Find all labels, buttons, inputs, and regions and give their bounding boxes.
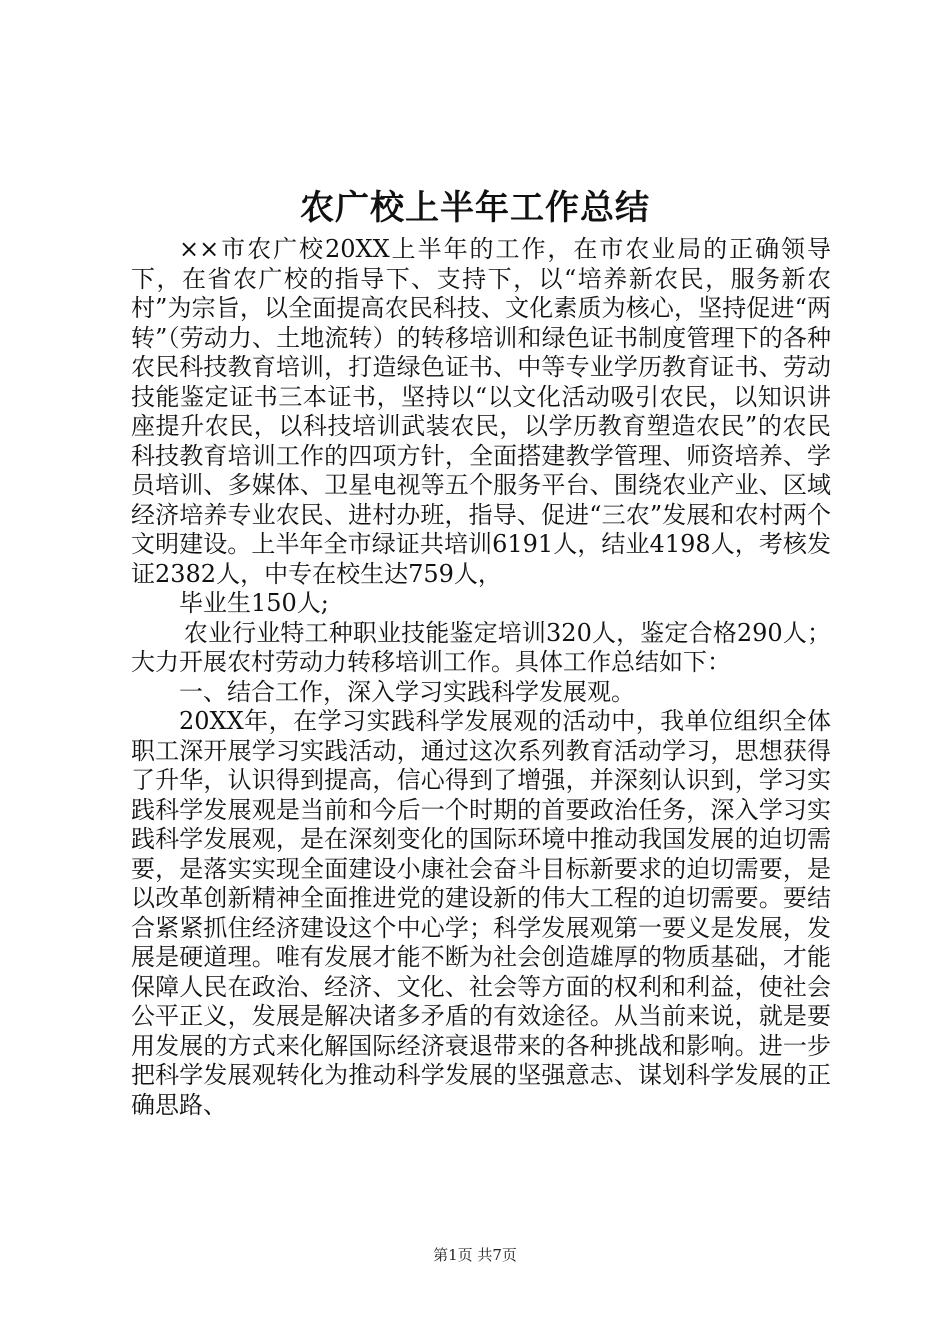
page-footer: 第1页 共7页 xyxy=(433,1246,517,1264)
document-title: 农广校上半年工作总结 xyxy=(300,188,650,228)
paragraph-science-development: 20XX年，在学习实践科学发展观的活动中，我单位组织全体职工深开展学习实践活动，通过这次系列教育活动学习，思想获得了升华，认识得到提高，信心得到了增强，并深刻认识到，学习实践科学发展观是当前和今后一个时期的首要政治任务，深入学习实践科学发展观，是在深刻变化的国际环境中推动我国发展的迫切需要，是落实实现全面建设小康社会奋斗目标新要求的迫切需要，是以改革创新精神全面推进党的建设新的伟大工程的迫切需要。要结合紧紧抓住经济建设这个中心学；科学发展观第一要义是发展，发展是硬道理。唯有发展才能不断为社会创造雄厚的物质基础，才能保障人民在政治、经济、文化、社会等方面的权利和利益，使社会公平正义，发展是解决诸多矛盾的有效途径。从当前来说，就是要用发展的方式来化解国际经济衰退带来的各种挑战和影响。进一步把科学发展观转化为推动科学发展的坚强意志、谋划科学发展的正确思路、 xyxy=(131,707,831,1119)
paragraph-intro: ××市农广校20XX上半年的工作，在市农业局的正确领导下，在省农广校的指导下、支持下，以“培养新农民，服务新农村”为宗旨，以全面提高农民科技、文化素质为核心，坚持促进“两转”（劳动力、土地流转）的转移培训和绿色证书制度管理下的各种农民科技教育培训，打造绿色证书、中等专业学历教育证书、劳动技能鉴定证书三本证书，坚持以“以文化活动吸引农民，以知识讲座提升农民，以科技培训武装农民，以学历教育塑造农民”的农民科技教育培训工作的四项方针，全面搭建教学管理、师资培养、学员培训、多媒体、卫星电视等五个服务平台、围绕农业产业、区域经济培养专业农民、进村办班，指导、促进“三农”发展和农村两个文明建设。上半年全市绿证共培训6191人，结业4198人，考核发证2382人，中专在校生达759人， xyxy=(131,235,831,588)
document-body xyxy=(131,235,831,1120)
section-heading-1: 一、结合工作，深入学习实践科学发展观。 xyxy=(179,677,635,706)
paragraph-graduates: 毕业生150人; xyxy=(179,589,329,617)
paragraph-skills-training: 农业行业特工种职业技能鉴定培训320人，鉴定合格290人；大力开展农村劳动力转移培训工作。具体工作总结如下： xyxy=(131,618,831,676)
